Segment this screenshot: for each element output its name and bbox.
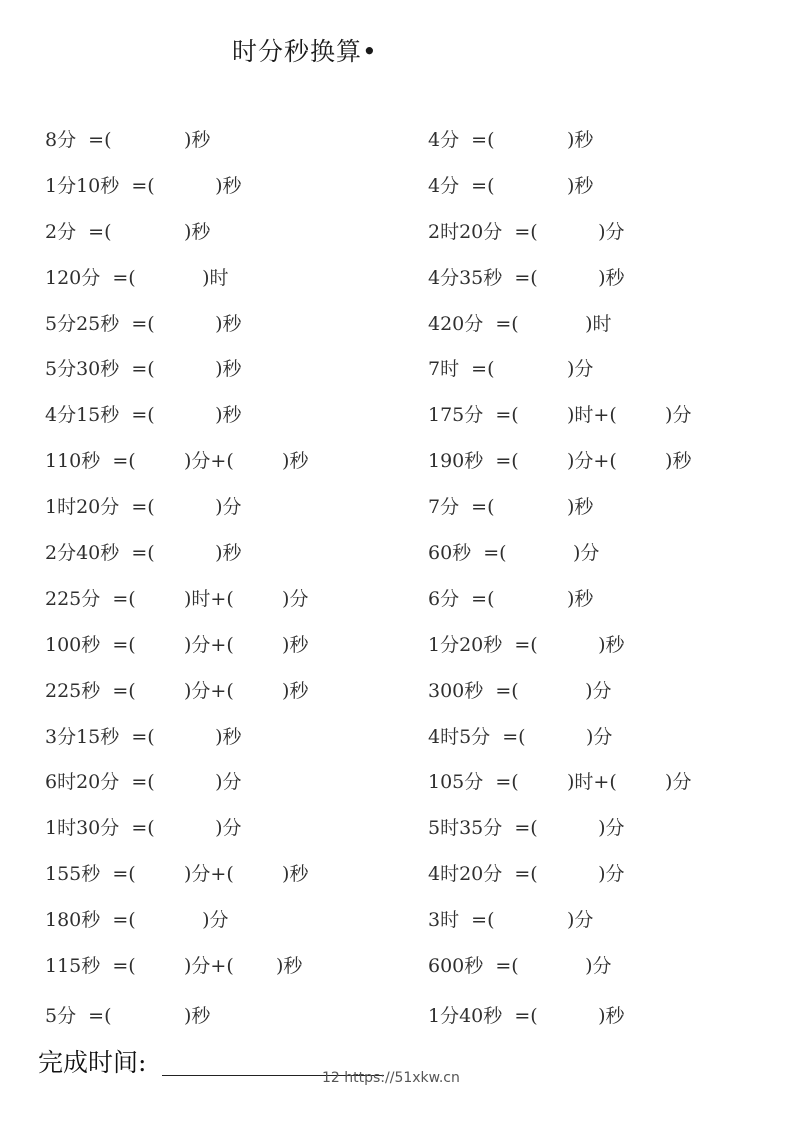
conversion-problem: 110秒 =( )分+( )秒 bbox=[45, 450, 309, 473]
right-problem-column bbox=[428, 121, 794, 1043]
conversion-problem: 3分15秒 =( )秒 bbox=[45, 725, 242, 748]
conversion-problem: 2时20分 =( )分 bbox=[428, 220, 625, 243]
conversion-problem: 4时5分 =( )分 bbox=[428, 725, 613, 748]
conversion-problem: 4分35秒 =( )秒 bbox=[428, 266, 625, 289]
conversion-problem: 5分30秒 =( )秒 bbox=[45, 358, 242, 381]
left-problem-column bbox=[45, 121, 415, 1043]
conversion-problem: 3时 =( )分 bbox=[428, 909, 594, 932]
conversion-problem: 2分40秒 =( )秒 bbox=[45, 542, 242, 565]
footer-source-url: 12 https://51xkw.cn bbox=[322, 1070, 460, 1086]
conversion-problem: 5分25秒 =( )秒 bbox=[45, 312, 242, 335]
conversion-problem: 4分15秒 =( )秒 bbox=[45, 404, 242, 427]
conversion-problem: 8分 =( )秒 bbox=[45, 129, 211, 151]
conversion-problem: 120分 =( )时 bbox=[45, 266, 229, 289]
conversion-problem: 1分40秒 =( )秒 bbox=[428, 1004, 625, 1027]
conversion-problem: 2分 =( )秒 bbox=[45, 220, 211, 243]
conversion-problem: 600秒 =( )分 bbox=[428, 955, 612, 978]
conversion-problem: 1时20分 =( )分 bbox=[45, 496, 242, 519]
conversion-problem: 175分 =( )时+( )分 bbox=[428, 404, 692, 427]
conversion-problem: 300秒 =( )分 bbox=[428, 679, 612, 702]
conversion-problem: 225分 =( )时+( )分 bbox=[45, 587, 309, 610]
conversion-problem: 5时35分 =( )分 bbox=[428, 817, 625, 840]
conversion-problem: 100秒 =( )分+( )秒 bbox=[45, 633, 309, 656]
conversion-problem: 1时30分 =( )分 bbox=[45, 817, 242, 840]
conversion-problem: 4分 =( )秒 bbox=[428, 129, 594, 151]
completion-time-label: 完成时间: bbox=[38, 1048, 147, 1077]
conversion-problem: 420分 =( )时 bbox=[428, 312, 612, 335]
conversion-problem: 115秒 =( )分+( )秒 bbox=[45, 955, 303, 978]
conversion-problem: 180秒 =( )分 bbox=[45, 909, 229, 932]
conversion-problem: 190秒 =( )分+( )秒 bbox=[428, 450, 692, 473]
conversion-problem: 225秒 =( )分+( )秒 bbox=[45, 679, 309, 702]
conversion-problem: 60秒 =( )分 bbox=[428, 542, 600, 565]
conversion-problem: 4时20分 =( )分 bbox=[428, 863, 625, 886]
conversion-problem: 1分20秒 =( )秒 bbox=[428, 633, 625, 656]
conversion-problem: 155秒 =( )分+( )秒 bbox=[45, 863, 309, 886]
conversion-problem: 1分10秒 =( )秒 bbox=[45, 174, 242, 197]
conversion-problem: 7分 =( )秒 bbox=[428, 496, 594, 519]
conversion-problem: 5分 =( )秒 bbox=[45, 1004, 211, 1027]
conversion-problem: 105分 =( )时+( )分 bbox=[428, 771, 692, 794]
page-title: 时分秒换算• bbox=[232, 37, 378, 66]
conversion-problem: 6分 =( )秒 bbox=[428, 587, 594, 610]
conversion-problem: 4分 =( )秒 bbox=[428, 174, 594, 197]
conversion-problem: 6时20分 =( )分 bbox=[45, 771, 242, 794]
conversion-problem: 7时 =( )分 bbox=[428, 358, 594, 381]
